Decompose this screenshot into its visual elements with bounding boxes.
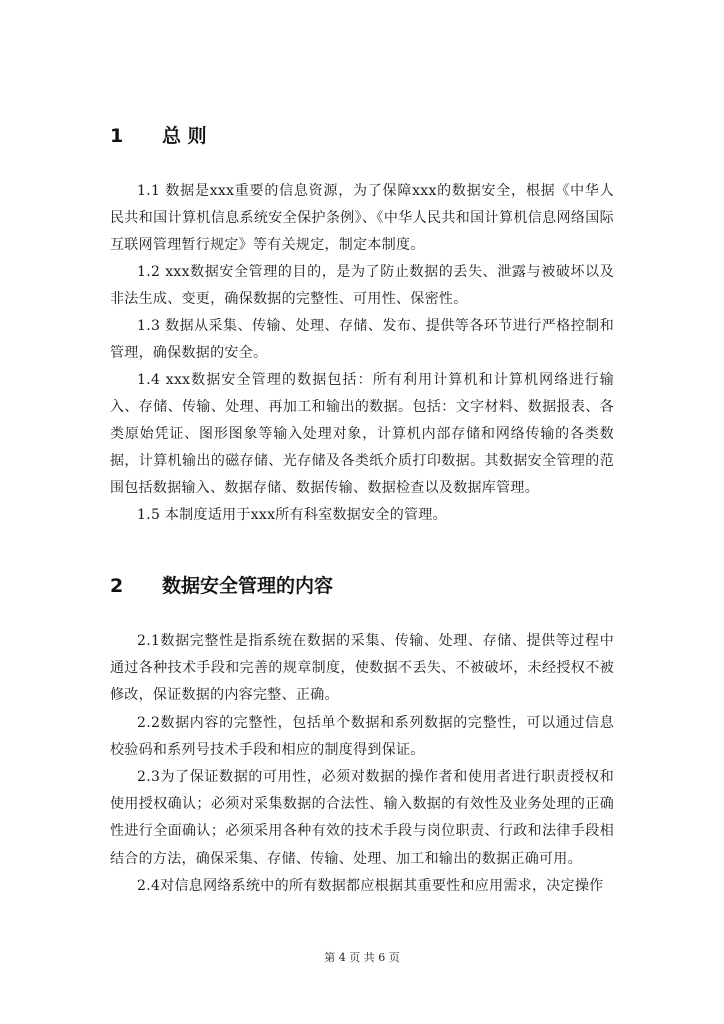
- paragraph-2-4: 2.4对信息网络系统中的所有数据都应根据其重要性和应用需求，决定操作: [137, 877, 604, 894]
- section-2-body: [110, 628, 614, 900]
- paragraph-1-2: 1.2 xxx数据安全管理的目的，是为了防止数据的丢失、泄露与被破坏以及非法生成、变更，确保数据的完整性、可用性、保密性。: [110, 264, 614, 307]
- paragraph-1-3: 1.3 数据从采集、传输、处理、存储、发布、提供等各环节进行严格控制和管理，确保数据的安全。: [110, 318, 614, 361]
- paragraph-1-5: 1.5 本制度适用于xxx所有科室数据安全的管理。: [137, 507, 447, 523]
- section-2-number: 2: [110, 575, 124, 597]
- section-2-title: 数据安全管理的内容: [162, 575, 334, 597]
- page-footer: 第 4 页 共 6 页: [324, 951, 400, 964]
- paragraph-1-1: 1.1 数据是xxx重要的信息资源，为了保障xxx的数据安全，根据《中华人民共和国计算机信息系统安全保护条例》、《中华人民共和国计算机信息网络国际互联网管理暂行规定》等有关规定，制定本制度。: [110, 183, 614, 253]
- paragraph-2-3: 2.3为了保证数据的可用性，必须对数据的操作者和使用者进行职责授权和使用授权确认；必须对采集数据的合法性、输入数据的有效性及业务处理的正确性进行全面确认；必须采用各种有效的技术手段与岗位职责、行政和法律手段相结合的方法，确保采集、存储、传输、处理、加工和输出的数据正确可用。: [110, 769, 614, 867]
- paragraph-1-4: 1.4 xxx数据安全管理的数据包括：所有利用计算机和计算机网络进行输入、存储、传输、处理、再加工和输出的数据。包括：文字材料、数据报表、各类原始凭证、图形图象等输入处理对象，计算机内部存储和网络传输的各类数据，计算机输出的磁存储、光存储及各类纸介质打印数据。其数据安全管理的范围包括数据输入、数据存储、数据传输、数据检查以及数据库管理。: [110, 372, 614, 496]
- paragraph-2-2: 2.2数据内容的完整性，包括单个数据和系列数据的完整性，可以通过信息校验码和系列号技术手段和相应的制度得到保证。: [110, 714, 614, 758]
- section-1-heading: [110, 125, 207, 147]
- section-2-heading: [110, 575, 333, 597]
- section-1-number: 1: [110, 125, 124, 147]
- paragraph-2-1: 2.1数据完整性是指系统在数据的采集、传输、处理、存储、提供等过程中通过各种技术手段和完善的规章制度，使数据不丢失、不被破坏，未经授权不被修改，保证数据的内容完整、正确。: [110, 633, 614, 704]
- section-1-title: 总 则: [162, 125, 207, 147]
- section-1-body: [110, 178, 614, 529]
